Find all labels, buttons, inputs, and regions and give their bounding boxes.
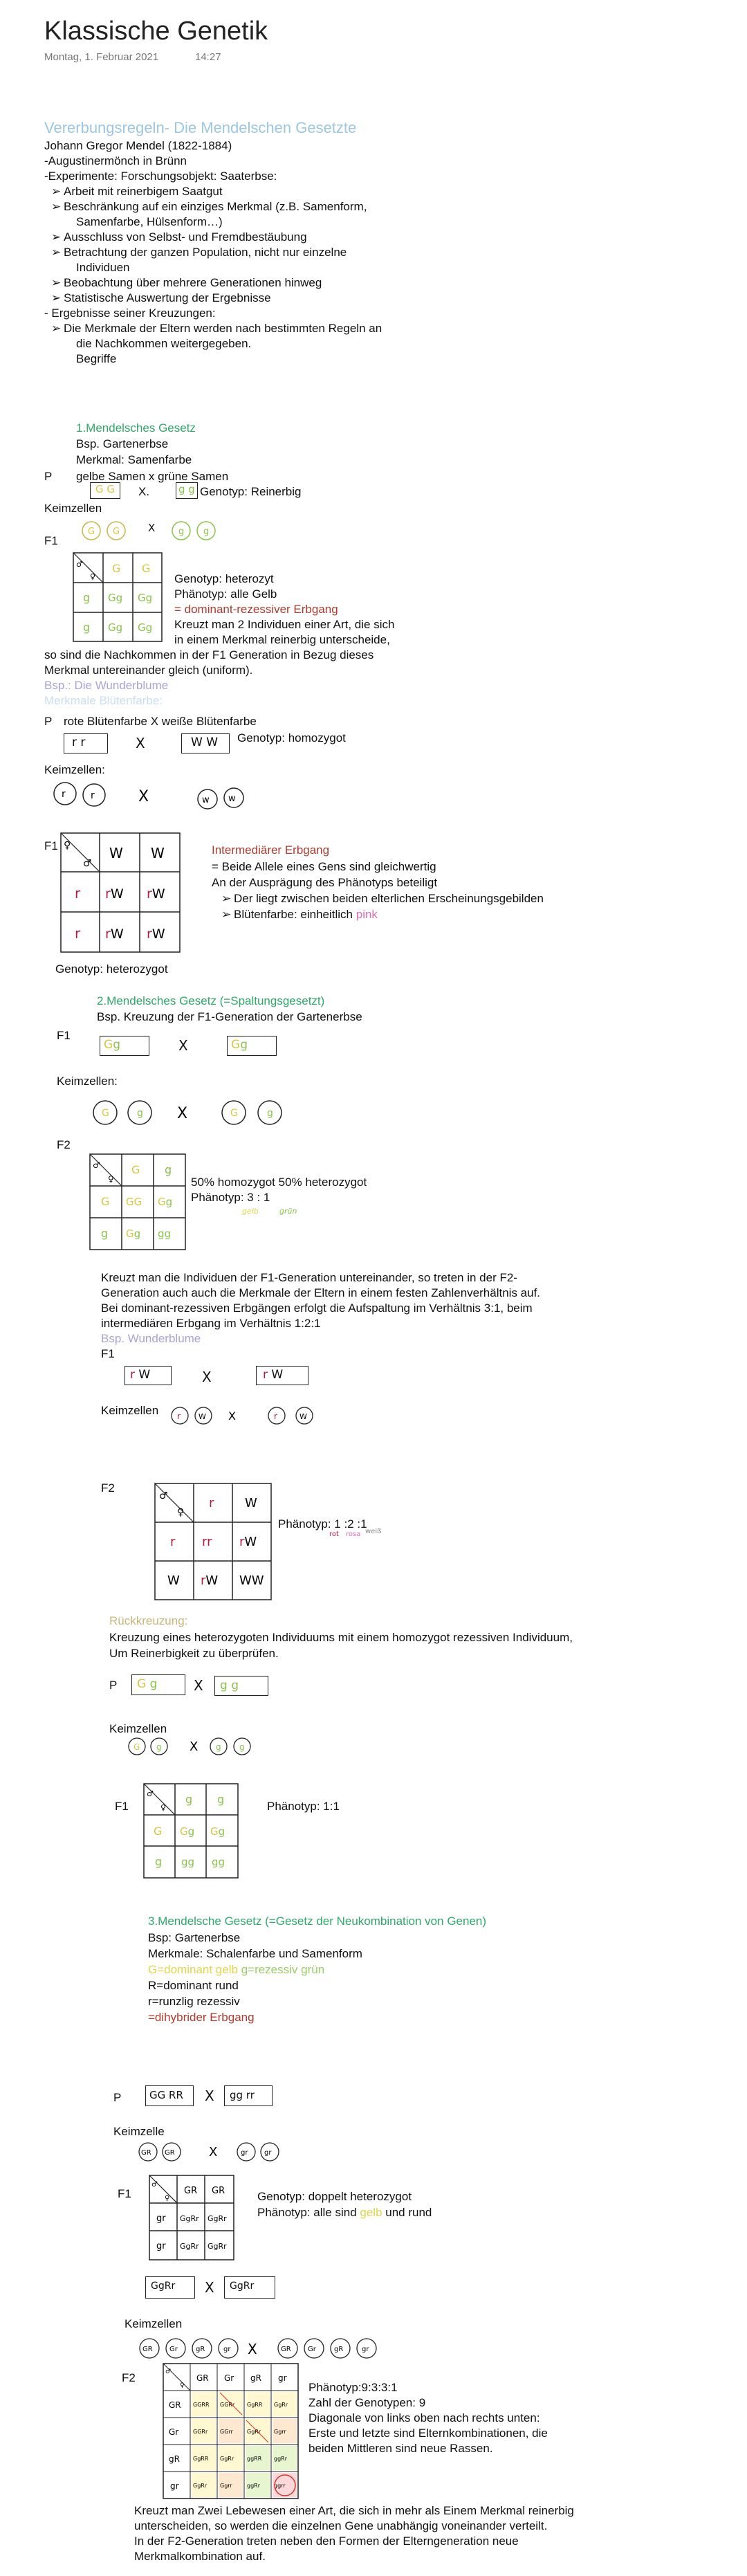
svg-text:rW: rW: [105, 926, 124, 942]
f2-note: Erste und letzte sind Elternkombinationen, die: [308, 2427, 548, 2440]
law3-f1-punnett: [148, 2174, 237, 2263]
handwritten-rosa: rosa: [346, 1531, 361, 1538]
backcross-punnett: [142, 1782, 241, 1881]
svg-text:r: r: [177, 1412, 181, 1421]
svg-text:♀: ♀: [180, 2382, 185, 2389]
svg-text:GGrr: GGrr: [220, 2429, 233, 2435]
svg-text:gg: gg: [158, 1227, 172, 1240]
law3-f2-punnett: [162, 2362, 300, 2501]
gametes-label: Keimzellen: [109, 1722, 167, 1735]
para-line: Generation auch auch die Merkmale der Eltern in einem festen Zahlenverhältnis auf.: [101, 1286, 541, 1299]
f1-label: F1: [57, 1029, 71, 1042]
law1-heading: 1.Mendelsches Gesetz: [76, 421, 196, 435]
bullet-continuation: Individuen: [76, 261, 130, 274]
law3-line: Merkmale: Schalenfarbe und Samenform: [148, 1947, 362, 1960]
svg-text:GGRr: GGRr: [220, 2402, 235, 2408]
begriffe-label: Begriffe: [76, 352, 117, 365]
svg-text:GgRr: GgRr: [180, 2242, 199, 2251]
note-line: Kreuzt man 2 Individuen einer Art, die sich: [174, 618, 395, 631]
svg-text:rW: rW: [105, 886, 124, 902]
page-time: 14:27: [195, 51, 221, 63]
svg-text:♂: ♂: [159, 1490, 168, 1501]
svg-text:GgRr: GgRr: [220, 2456, 234, 2462]
svg-text:GR: GR: [165, 2149, 175, 2157]
svg-text:g: g: [83, 621, 91, 634]
svg-text:GgRR: GgRR: [193, 2456, 209, 2462]
svg-text:r: r: [274, 1412, 277, 1421]
gametes-label: Keimzellen: [101, 1404, 159, 1417]
svg-text:GgRr: GgRr: [193, 2483, 208, 2489]
svg-text:GgRr: GgRr: [208, 2214, 227, 2223]
svg-text:X: X: [177, 1105, 188, 1122]
heterozygot-note: Genotyp: heterozygot: [55, 962, 168, 976]
allele-label: G G: [95, 483, 116, 495]
law2-punnett-square: [89, 1153, 188, 1252]
p-label: P: [44, 715, 53, 728]
intro-line: -Experimente: Forschungsobjekt: Saaterbse:: [44, 170, 277, 183]
intro-block: [44, 138, 382, 367]
backcross-gametes: [124, 1735, 270, 1759]
svg-text:rW: rW: [239, 1535, 257, 1549]
svg-text:G: G: [142, 562, 151, 575]
svg-text:♂: ♂: [151, 2181, 158, 2189]
genotype-text: GG RR: [149, 2089, 183, 2101]
flower-cross: rote Blütenfarbe X weiße Blütenfarbe: [64, 715, 257, 728]
law3-allele-g: G=dominant gelb g=rezessiv grün: [148, 1963, 325, 1976]
svg-text:X: X: [209, 2145, 218, 2159]
inter-line: An der Ausprägung des Phänotyps beteiligt: [212, 876, 438, 889]
svg-text:♂: ♂: [93, 1160, 100, 1170]
svg-text:g: g: [185, 1793, 193, 1806]
svg-text:Gr: Gr: [169, 2346, 178, 2353]
svg-text:rr: rr: [202, 1535, 212, 1549]
intro-line: -Augustinermönch in Brünn: [44, 154, 187, 167]
bullet-continuation: die Nachkommen weitergegeben.: [76, 337, 252, 350]
law1-notes-cont: [44, 648, 374, 709]
svg-text:g: g: [101, 1227, 109, 1240]
svg-text:gR: gR: [334, 2346, 344, 2353]
backcross-heading: Rückkreuzung:: [109, 1614, 188, 1627]
flower-feature: Merkmale Blütenfarbe:: [44, 694, 163, 707]
svg-text:GR: GR: [142, 2346, 153, 2353]
note-line: = dominant-rezessiver Erbgang: [174, 603, 338, 616]
svg-text:♀: ♀: [177, 1507, 185, 1518]
f1-label: F1: [115, 1800, 129, 1813]
svg-text:X: X: [138, 788, 149, 805]
cross-symbol: X.: [138, 485, 150, 498]
genotype-text: GgRr: [151, 2281, 176, 2292]
bullet-item: ➢ Beschränkung auf ein einziges Merkmal (z.B. Samenform,: [51, 200, 367, 213]
flower-punnett-square: [59, 832, 184, 956]
p-label: P: [44, 470, 53, 483]
law3-final: [134, 2503, 574, 2564]
note-line: so sind die Nachkommen in der F1 Generation in Bezug dieses: [44, 648, 374, 661]
intro-heading: Vererbungsregeln- Die Mendelschen Gesetzte: [44, 119, 357, 136]
svg-text:♀: ♀: [165, 2195, 170, 2202]
para-line: intermediären Erbgang im Verhältnis 1:2:1: [101, 1317, 321, 1330]
svg-text:r: r: [209, 1496, 214, 1510]
note-line: in einem Merkmal reinerbig unterscheide,: [174, 633, 390, 646]
svg-text:G: G: [230, 1108, 238, 1119]
svg-text:rW: rW: [201, 1573, 219, 1588]
svg-text:Gg: Gg: [158, 1196, 173, 1208]
svg-text:G: G: [112, 562, 121, 575]
svg-text:rW: rW: [147, 886, 165, 902]
cross-symbol: X: [136, 735, 145, 751]
svg-text:Ggrr: Ggrr: [274, 2429, 286, 2435]
svg-text:Gg: Gg: [138, 621, 153, 634]
f1-label: F1: [118, 2187, 131, 2200]
law3-line: r=runzlig rezessiv: [148, 1995, 240, 2008]
flower-gametes-drawing: [48, 778, 270, 813]
svg-text:ggRr: ggRr: [247, 2483, 261, 2489]
svg-text:r: r: [62, 789, 66, 800]
svg-text:gR: gR: [196, 2346, 205, 2353]
svg-text:X: X: [248, 2341, 257, 2357]
svg-text:G: G: [133, 1742, 140, 1752]
svg-text:♂: ♂: [83, 858, 92, 869]
svg-text:GG: GG: [126, 1196, 142, 1208]
svg-text:ggrr: ggrr: [274, 2483, 286, 2489]
svg-text:GR: GR: [184, 2186, 198, 2196]
svg-text:gr: gr: [223, 2346, 231, 2353]
page-title: Klassische Genetik: [44, 17, 268, 46]
svg-text:Gg: Gg: [108, 621, 123, 634]
svg-text:r: r: [75, 885, 81, 902]
svg-text:GGRr: GGRr: [193, 2429, 208, 2435]
flower-example: Bsp.: Die Wunderblume: [44, 679, 169, 692]
svg-text:G: G: [154, 1825, 163, 1838]
svg-text:GGRR: GGRR: [193, 2402, 210, 2408]
svg-text:GR: GR: [196, 2373, 209, 2383]
flower-gametes-b: [169, 1405, 321, 1428]
para-line: Kreuzt man die Individuen der F1-Generation untereinander, so treten in der F2-: [101, 1271, 517, 1284]
genotype-text: GgRr: [230, 2281, 255, 2292]
handwritten-rot: rot: [329, 1531, 339, 1538]
backcross-phenotype: Phänotyp: 1:1: [267, 1800, 340, 1813]
f2-label: F2: [101, 1481, 115, 1495]
svg-text:Gr: Gr: [308, 2346, 316, 2353]
svg-text:Gg: Gg: [126, 1227, 141, 1240]
svg-text:gg: gg: [212, 1856, 225, 1868]
bullet-item: ➢ Blütenfarbe: einheitlich pink: [221, 908, 378, 921]
svg-text:gr: gr: [170, 2481, 179, 2491]
law1-punnett-square: [72, 551, 165, 645]
svg-text:g: g: [203, 527, 210, 537]
pink-word: pink: [356, 908, 378, 921]
svg-text:w: w: [228, 794, 236, 804]
inter-line: = Beide Allele eines Gens sind gleichwertig: [212, 860, 436, 873]
backcross-line: Kreuzung eines heterozygoten Individuums mit einem homozygot rezessiven Individuum,: [109, 1631, 573, 1644]
bullet-item: ➢ Die Merkmale der Eltern werden nach bestimmten Regeln an: [51, 322, 382, 335]
gametes-label: Keimzellen:: [57, 1075, 118, 1088]
bullet-item: ➢ Arbeit mit reinerbigem Saatgut: [51, 185, 223, 198]
intro-line: Johann Gregor Mendel (1822-1884): [44, 139, 232, 152]
svg-text:GgRr: GgRr: [180, 2214, 199, 2223]
svg-text:GgRr: GgRr: [247, 2429, 261, 2435]
law3-line: R=dominant rund: [148, 1979, 239, 1992]
svg-text:X: X: [228, 1409, 236, 1423]
law1-gametes-drawing: [76, 515, 221, 543]
para-line: Bei dominant-rezessiven Erbgängen erfolgt die Aufspaltung im Verhältnis 3:1, beim: [101, 1301, 533, 1315]
svg-text:GR: GR: [169, 2400, 181, 2410]
flower-genotype: Genotyp: homozygot: [237, 731, 346, 745]
svg-text:g: g: [217, 1793, 225, 1806]
svg-text:W: W: [151, 845, 165, 861]
svg-text:gR: gR: [250, 2373, 261, 2383]
svg-text:W: W: [167, 1573, 180, 1588]
genotype-box-rr: [64, 733, 108, 753]
svg-text:gr: gr: [362, 2346, 369, 2353]
final-line: In der F2-Generation treten neben den Formen der Elterngeneration neue: [134, 2534, 519, 2548]
law2-heading: 2.Mendelsches Gesetz (=Spaltungsgesetzt): [97, 994, 325, 1007]
svg-text:W: W: [199, 1412, 206, 1421]
svg-text:GgRR: GgRR: [247, 2402, 263, 2408]
svg-text:gR: gR: [169, 2454, 180, 2464]
svg-text:Gg: Gg: [180, 1825, 195, 1838]
svg-text:Gr: Gr: [224, 2373, 234, 2383]
svg-text:Gg: Gg: [108, 592, 123, 604]
handwritten-gruen: grün: [279, 1207, 297, 1216]
svg-text:g: g: [83, 591, 91, 604]
svg-text:GgRr: GgRr: [274, 2402, 288, 2408]
f1-label: F1: [101, 1347, 115, 1360]
inter-heading: Intermediärer Erbgang: [212, 843, 330, 857]
law2-phenotype: Phänotyp: 3 : 1: [191, 1191, 270, 1204]
svg-text:X: X: [148, 522, 156, 534]
svg-text:♀: ♀: [108, 1174, 114, 1184]
bullet-item: ➢ Der liegt zwischen beiden elterlichen Erscheinungsgebilden: [221, 892, 544, 905]
f2-note: beiden Mittleren sind neue Rassen.: [308, 2442, 493, 2455]
final-line: Kreuzt man Zwei Lebewesen einer Art, die sich in mehr als Einem Merkmal reinerbig: [134, 2504, 574, 2517]
svg-text:g: g: [165, 1163, 172, 1176]
intro-result-line: - Ergebnisse seiner Kreuzungen:: [44, 307, 216, 320]
svg-text:g: g: [137, 1108, 143, 1119]
svg-text:G: G: [101, 1195, 110, 1208]
gametes-label: Keimzellen:: [44, 763, 105, 776]
svg-text:g: g: [178, 527, 185, 537]
svg-text:♀: ♀: [160, 1803, 167, 1812]
svg-text:G: G: [113, 527, 120, 537]
gametes-label: Keimzelle: [113, 2125, 165, 2138]
f2-note: Zahl der Genotypen: 9: [308, 2396, 426, 2409]
svg-text:X: X: [190, 1739, 199, 1754]
svg-text:W: W: [299, 1412, 307, 1421]
svg-text:r: r: [170, 1535, 176, 1549]
svg-text:gr: gr: [264, 2149, 272, 2157]
f1-label: F1: [44, 534, 58, 547]
bullet-continuation: Samenfarbe, Hülsenform…): [76, 215, 223, 228]
flower-example: Bsp. Wunderblume: [101, 1332, 201, 1345]
svg-text:gr: gr: [241, 2149, 248, 2157]
svg-text:r: r: [91, 790, 95, 801]
final-line: Merkmalkombination auf.: [134, 2550, 266, 2563]
dihybrid-note: =dihybrider Erbgang: [148, 2011, 255, 2024]
svg-text:♂: ♂: [76, 560, 83, 569]
svg-text:Gr: Gr: [169, 2427, 179, 2437]
law2-gametes-drawing: [87, 1097, 295, 1128]
svg-text:Gg: Gg: [210, 1825, 225, 1838]
svg-text:W: W: [109, 845, 123, 861]
svg-text:g: g: [156, 1742, 162, 1752]
svg-text:♀: ♀: [64, 840, 71, 851]
svg-text:w: w: [202, 795, 210, 805]
svg-text:GR: GR: [212, 2186, 225, 2196]
law2-sub: Bsp. Kreuzung der F1-Generation der Gartenerbse: [97, 1010, 362, 1023]
bullet-item: ➢ Statistische Auswertung der Ergebnisse: [51, 291, 271, 304]
svg-text:gr: gr: [156, 2241, 166, 2251]
f2-label: F2: [57, 1138, 71, 1151]
svg-text:g: g: [239, 1742, 245, 1752]
svg-text:gr: gr: [156, 2213, 166, 2224]
law2-ratio: 50% homozygot 50% heterozygot: [191, 1176, 367, 1189]
law1-feature: Merkmal: Samenfarbe: [76, 453, 192, 466]
svg-text:Gg: Gg: [138, 592, 153, 604]
svg-text:rW: rW: [147, 926, 165, 942]
svg-text:g: g: [267, 1108, 273, 1119]
f1-label: F1: [44, 839, 58, 852]
bullet-item: ➢ Betrachtung der ganzen Population, nicht nur einzelne: [51, 246, 347, 259]
law1-example: Bsp. Gartenerbse: [76, 437, 169, 450]
law1-genotype-note: Genotyp: Reinerbig: [200, 485, 302, 498]
handwritten-weiss: weiß: [365, 1528, 382, 1535]
svg-text:GgRr: GgRr: [208, 2242, 227, 2251]
f1-phenotype: Phänotyp: alle sind gelb und rund: [257, 2206, 432, 2219]
svg-text:g: g: [155, 1855, 163, 1868]
svg-text:r: r: [75, 925, 81, 942]
p-label: P: [113, 2091, 122, 2104]
svg-text:ggRr: ggRr: [274, 2456, 288, 2462]
genotype-text: gg rr: [230, 2089, 255, 2101]
svg-text:♂: ♂: [165, 2368, 172, 2375]
note-line: Merkmal untereinander gleich (uniform).: [44, 664, 253, 677]
law3-gametes-f2: [137, 2337, 393, 2361]
svg-text:GR: GR: [281, 2346, 291, 2353]
svg-text:G: G: [131, 1163, 140, 1176]
law3-line: Bsp: Gartenerbse: [148, 1931, 241, 1944]
f2-note: Diagonale von links oben nach rechts unten:: [308, 2411, 540, 2424]
note-line: Genotyp: heterozyt: [174, 572, 274, 585]
svg-text:W: W: [245, 1496, 257, 1510]
f2-label: F2: [122, 2371, 136, 2384]
backcross-line: Um Reinerbigkeit zu überprüfen.: [109, 1647, 279, 1660]
p-label: P: [109, 1679, 118, 1692]
law3-heading: 3.Mendelsche Gesetz (=Gesetz der Neukombination von Genen): [148, 1915, 487, 1928]
f2-notes: [308, 2380, 548, 2456]
svg-text:gr: gr: [278, 2373, 287, 2383]
svg-text:G: G: [102, 1108, 109, 1119]
law3-gametes: [137, 2141, 289, 2163]
svg-text:g: g: [216, 1742, 221, 1752]
svg-text:ggRR: ggRR: [247, 2456, 262, 2462]
note-line: Phänotyp: alle Gelb: [174, 587, 277, 601]
svg-text:WW: WW: [239, 1573, 264, 1588]
final-line: unterscheiden, so werden die einzelnen Gene unabhängig voneinander verteilt.: [134, 2519, 548, 2532]
bullet-item: ➢ Beobachtung über mehrere Generationen hinweg: [51, 276, 322, 289]
handwritten-gelb: gelb: [242, 1207, 259, 1216]
svg-text:♂: ♂: [147, 1789, 154, 1798]
law2-paragraph: [101, 1270, 540, 1362]
pheno-ratio: Phänotyp: 1 :2 :1: [278, 1517, 367, 1531]
svg-text:G: G: [88, 527, 95, 537]
svg-text:Ggrr: Ggrr: [220, 2483, 232, 2489]
law1-cross: gelbe Samen x grüne Samen: [76, 470, 229, 483]
svg-text:gg: gg: [181, 1856, 195, 1868]
f2-note: Phänotyp:9:3:3:1: [308, 2381, 398, 2394]
bullet-item: ➢ Ausschluss von Selbst- und Fremdbestäubung: [51, 230, 307, 244]
svg-text:GR: GR: [141, 2149, 151, 2157]
f1-note: Genotyp: doppelt heterozygot: [257, 2190, 412, 2203]
gametes-label: Keimzellen: [124, 2317, 183, 2330]
svg-text:♀: ♀: [90, 572, 96, 581]
flower-punnett-f2: [154, 1482, 274, 1602]
gametes-label: Keimzellen: [44, 502, 102, 515]
page-date: Montag, 1. Februar 2021: [44, 51, 159, 63]
law1-notes: [174, 572, 394, 648]
